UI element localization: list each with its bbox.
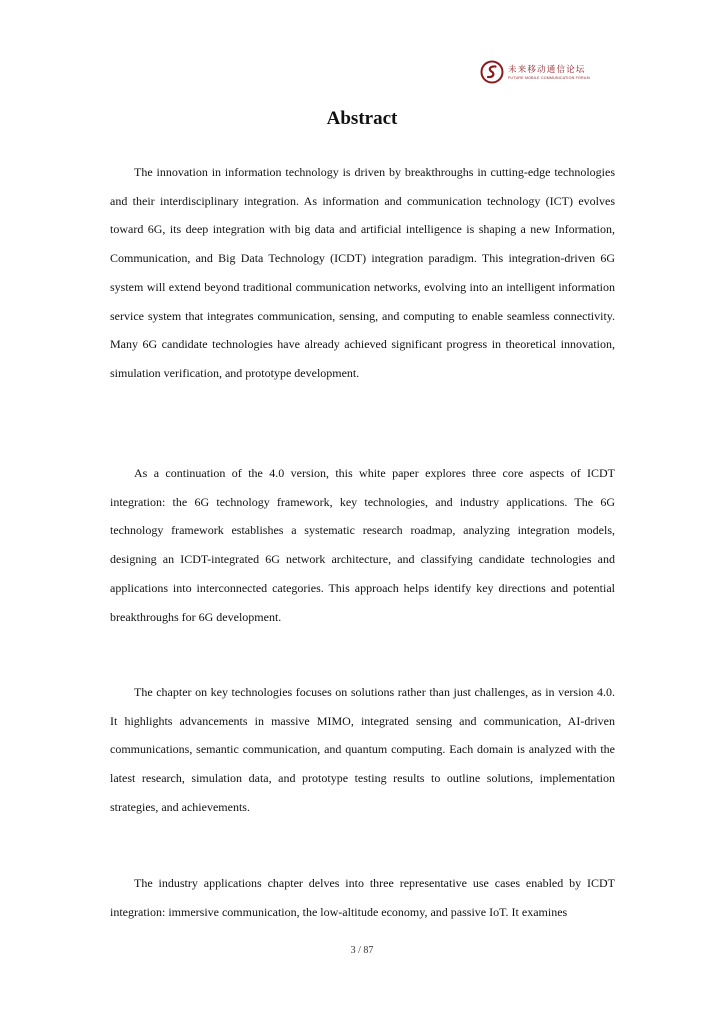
forum-logo	[480, 58, 610, 88]
logo-name-chinese: 未来移动通信论坛	[508, 65, 586, 75]
logo-name-english: FUTURE MOBILE COMMUNICATION FORUM	[508, 76, 590, 80]
abstract-paragraph-4: The industry applications chapter delves into three representative use cases enabled by ICDT integration: immersive communication, the low-altitude economy, and passive IoT. It examines	[110, 876, 615, 919]
abstract-paragraph-2: As a continuation of the 4.0 version, this white paper explores three core aspects of ICDT integration: the 6G technology framework, key technologies, and industry applications. The 6G technology framework establishes a systematic research roadmap, analyzing integration models, designing an ICDT-integrated 6G network architecture, and classifying candidate technologies and applications into interconnected categories. This approach helps identify key directions and potential breakthroughs for 6G development.	[110, 466, 615, 624]
forum-logo-icon	[480, 60, 504, 84]
abstract-paragraph-3: The chapter on key technologies focuses on solutions rather than just challenges, as in version 4.0. It highlights advancements in massive MIMO, integrated sensing and communication, AI-driven communications, semantic communication, and quantum computing. Each domain is analyzed with the latest research, simulation data, and prototype testing results to outline solutions, implementation strategies, and achievements.	[110, 685, 615, 814]
page-title: Abstract	[326, 108, 398, 129]
abstract-paragraph-1: The innovation in information technology is driven by breakthroughs in cutting-edge technologies and their interdisciplinary integration. As information and communication technology (ICT) evolves toward 6G, its deep integration with big data and artificial intelligence is shaping a new Information, Communication, and Big Data Technology (ICDT) integration paradigm. This integration-driven 6G system will extend beyond traditional communication networks, evolving into an intelligent information service system that integrates communication, sensing, and computing to enable seamless connectivity. Many 6G candidate technologies have already achieved significant progress in theoretical innovation, simulation verification, and prototype development.	[110, 165, 615, 380]
page-number: 3 / 87	[350, 945, 374, 956]
